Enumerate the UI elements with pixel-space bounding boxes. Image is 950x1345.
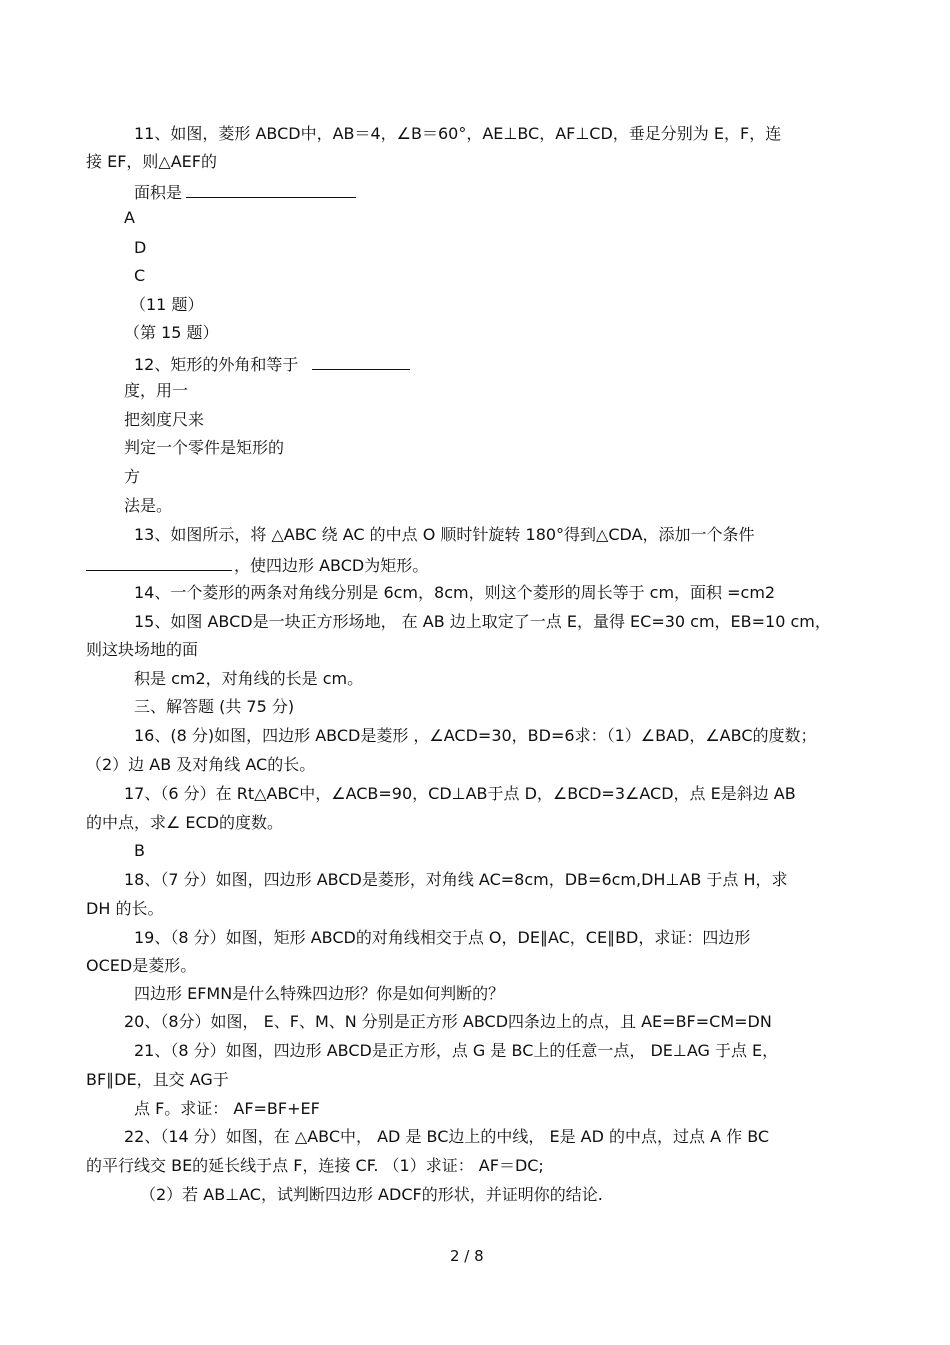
q13-line1: 13、如图所示，将 △ABC 绕 AC 的中点 O 顺时针旋转 180°得到△CDA，添加一个条件 — [134, 525, 755, 544]
figure-caption-q11: （11 题） — [130, 295, 204, 314]
q12-line6: 法是。 — [124, 496, 173, 515]
q22-line1: 22、（14 分）如图，在 △ABC中， AD 是 BC边上的中线， E是 AD 的中点，过点 A 作 BC — [124, 1127, 770, 1146]
q11-area-label: 面积是 — [134, 181, 356, 203]
q12-line5: 方 — [124, 467, 141, 486]
q18-line2: DH 的长。 — [86, 899, 164, 918]
q18-line1: 18、（7 分）如图，四边形 ABCD是菱形，对角线 AC=8cm，DB=6cm,DH⊥AB 于点 H，求 — [124, 870, 788, 889]
figure-label-c: C — [134, 266, 146, 285]
q15-line3: 积是 cm2，对角线的长是 cm。 — [134, 669, 364, 688]
figure-caption-q15: （第 15 题） — [124, 323, 219, 342]
q16-line2: （2）边 AB 及对角线 AC的长。 — [86, 755, 316, 774]
q11-answer-blank[interactable] — [186, 181, 356, 198]
q22-line3: （2）若 AB⊥AC，试判断四边形 ADCF的形状，并证明你的结论. — [140, 1185, 603, 1204]
q14-line: 14、一个菱形的两条对角线分别是 6cm，8cm，则这个菱形的周长等于 cm，面积 =cm2 — [134, 583, 776, 602]
q11-line1: 11、如图，菱形 ABCD中，AB＝4，∠B＝60°，AE⊥BC，AF⊥CD，垂足分别为 E，F，连 — [134, 124, 782, 143]
q12-answer-blank[interactable] — [312, 353, 410, 370]
section-heading-solutions: 三、解答题 (共 75 分) — [134, 697, 295, 716]
figure-label-a: A — [124, 208, 135, 227]
q12-line3: 把刻度尺来 — [124, 410, 205, 429]
q12-line1: 12、矩形的外角和等于 — [134, 353, 410, 375]
page-number: 2 / 8 — [450, 1247, 484, 1265]
q21-line2: BF∥DE，且交 AG于 — [86, 1070, 229, 1089]
q22-line2: 的平行线交 BE的延长线于点 F，连接 CF. （1）求证： AF＝DC; — [86, 1156, 544, 1175]
q15-line2: 则这块场地的面 — [86, 640, 199, 659]
q12-line4: 判定一个零件是矩形的 — [124, 438, 285, 457]
q20-line1: 20、（8分）如图， E、F、M、N 分别是正方形 ABCD四条边上的点，且 AE=BF=CM=DN — [124, 1012, 772, 1031]
q21-line1: 21、（8 分）如图，四边形 ABCD是正方形，点 G 是 BC上的任意一点， DE⊥AG 于点 E， — [134, 1041, 779, 1060]
q13-line2: ，使四边形 ABCD为矩形。 — [86, 554, 428, 576]
q17-line1: 17、（6 分）在 Rt△ABC中，∠ACB=90，CD⊥AB于点 D，∠BCD=3∠ACD，点 E是斜边 AB — [124, 784, 796, 803]
q13-answer-blank[interactable] — [86, 554, 232, 571]
q12-line2: 度，用一 — [124, 381, 189, 400]
figure-label-d: D — [134, 238, 147, 257]
q17-line2: 的中点，求∠ ECD的度数。 — [86, 813, 284, 832]
q20-question: 四边形 EFMN是什么特殊四边形？你是如何判断的？ — [134, 984, 505, 1003]
q21-line3: 点 F。求证： AF=BF+EF — [134, 1099, 320, 1118]
q16-line1: 16、(8 分)如图，四边形 ABCD是菱形 ，∠ACD=30，BD=6求：（1）∠BAD，∠ABC的度数； — [134, 726, 817, 745]
figure-label-b: B — [134, 841, 145, 860]
q19-line1: 19、（8 分）如图，矩形 ABCD的对角线相交于点 O，DE∥AC，CE∥BD，求证：四边形 — [134, 928, 751, 947]
q19-line2: OCED是菱形。 — [86, 956, 197, 975]
q15-line1: 15、如图 ABCD是一块正方形场地， 在 AB 边上取定了一点 E，量得 EC=30 cm，EB=10 cm， — [134, 612, 831, 631]
q11-line2: 接 EF，则△AEF的 — [86, 152, 217, 171]
